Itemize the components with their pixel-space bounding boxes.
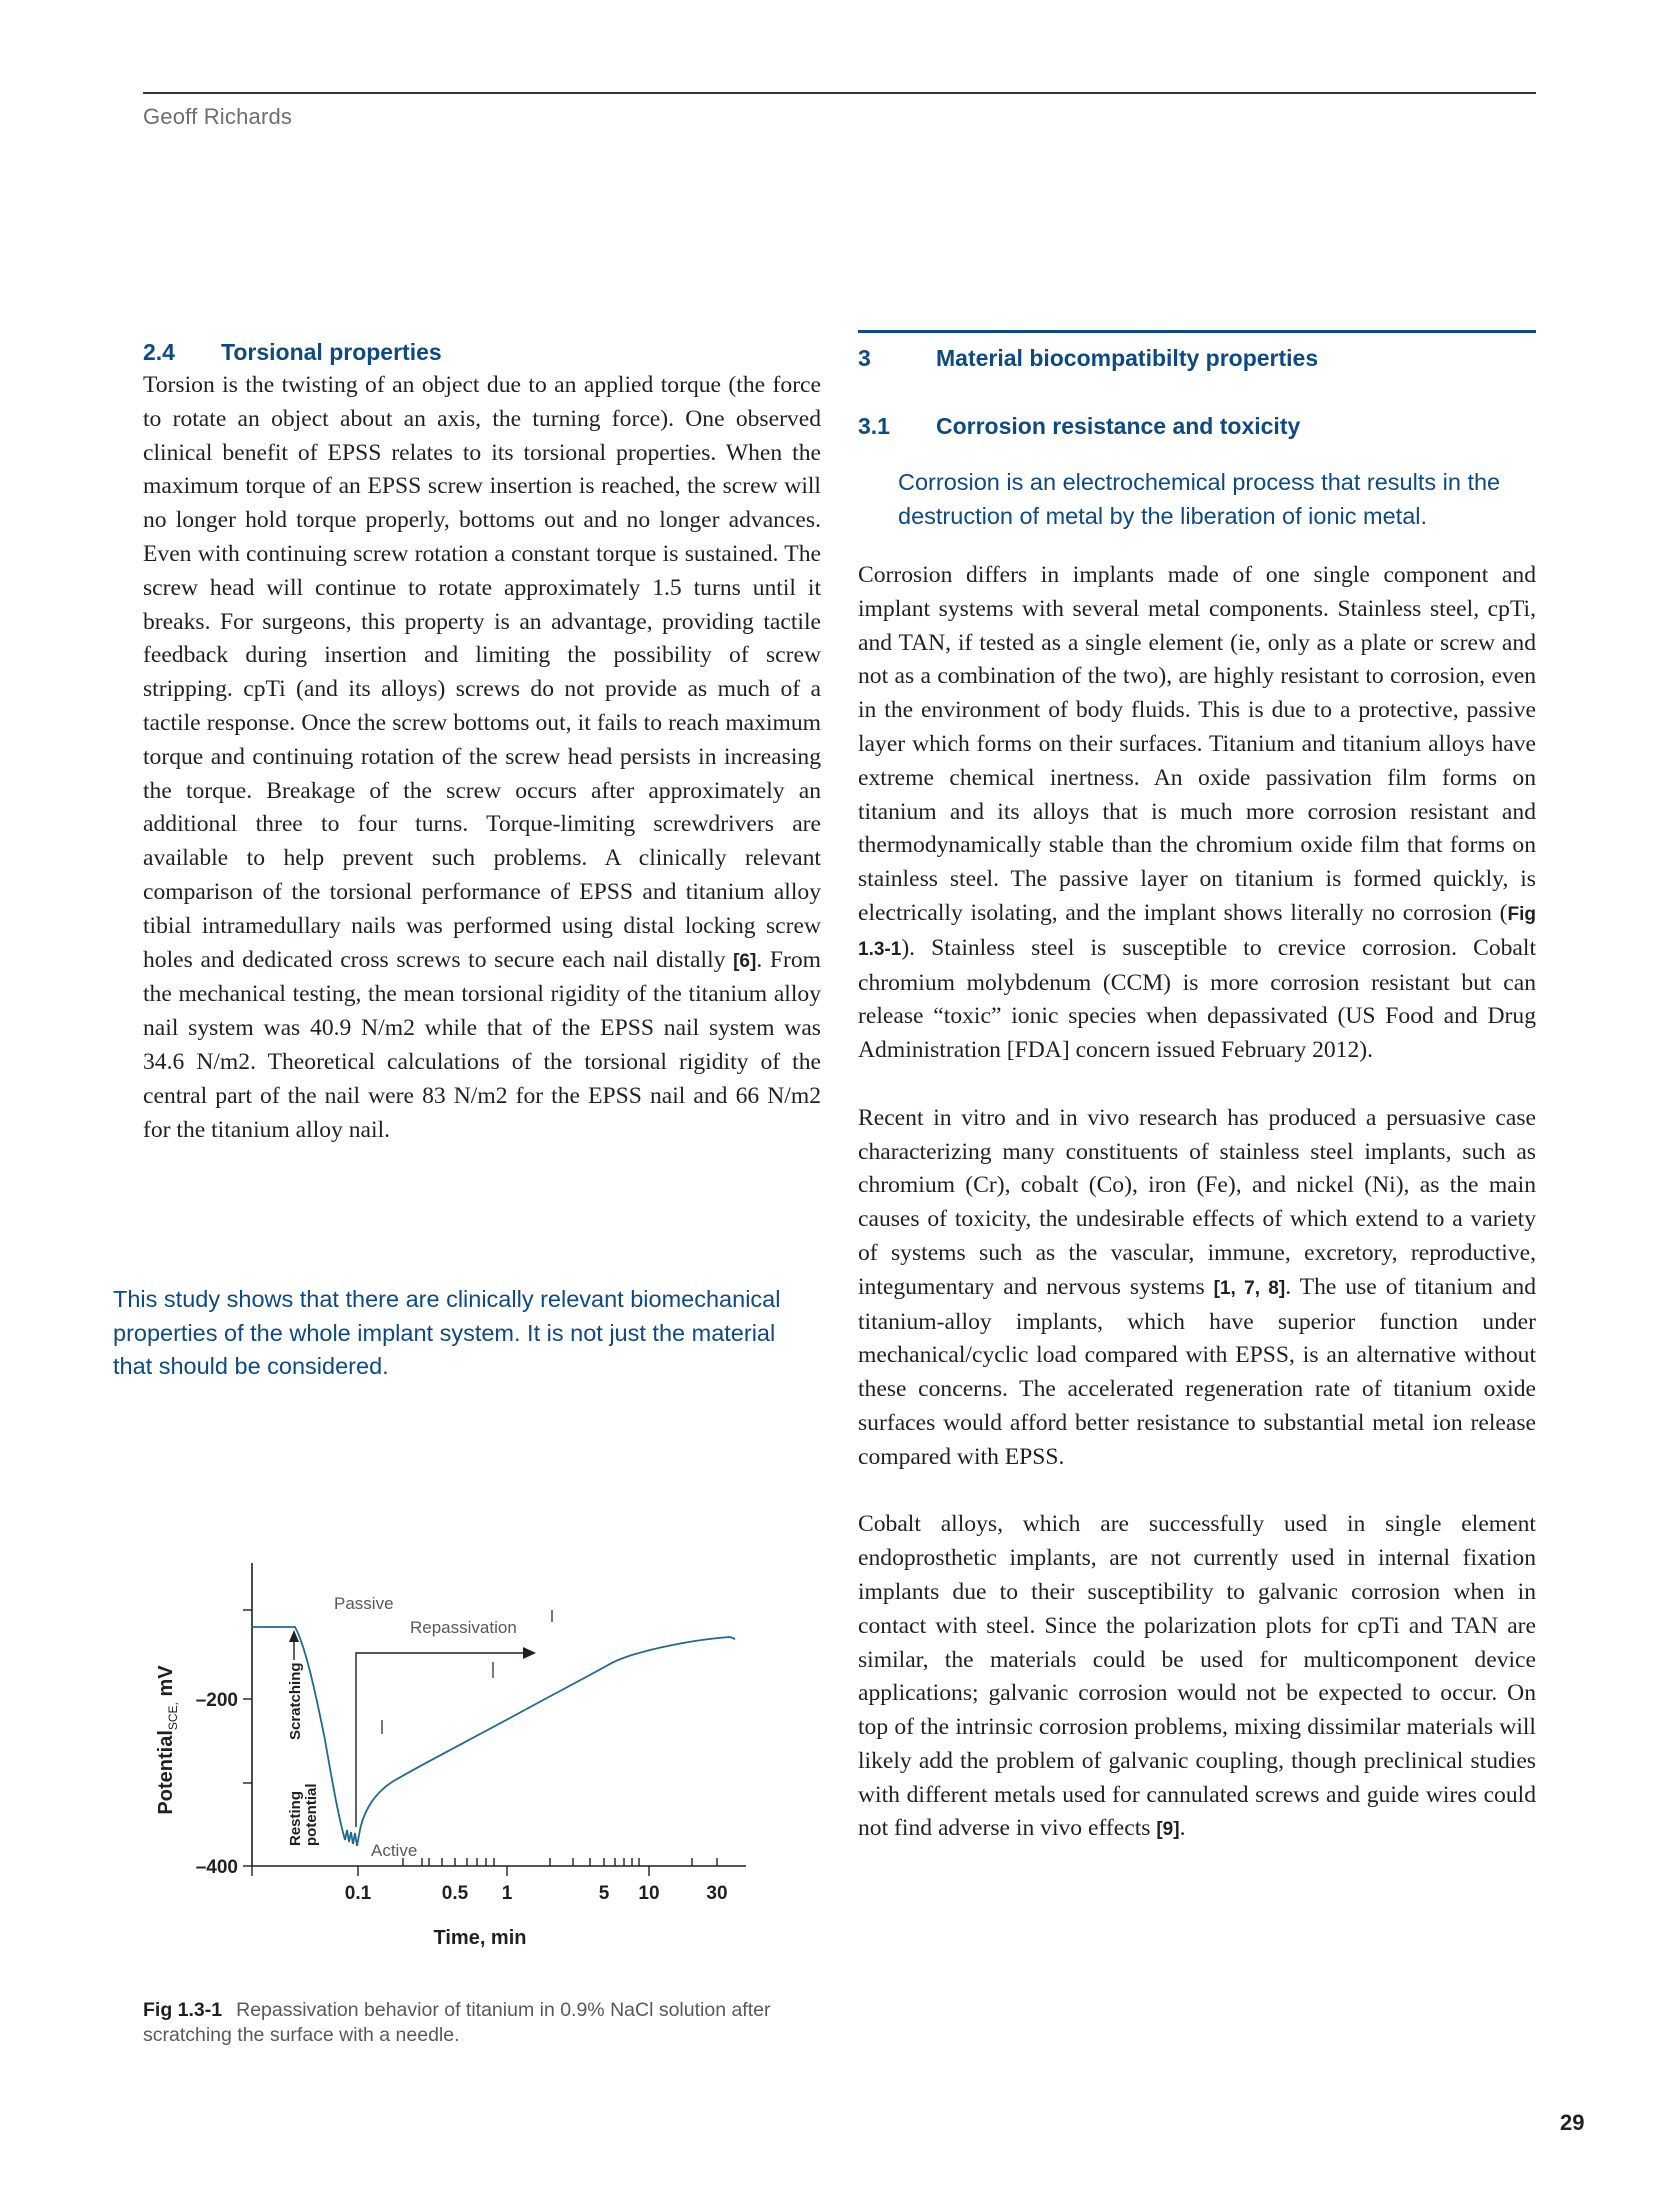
section-title: Material biocompatibilty properties	[936, 344, 1319, 371]
section-number: 3	[858, 344, 871, 371]
header-rule	[143, 92, 1536, 94]
x-tick-label: 0.5	[441, 1883, 469, 1904]
annotation-active: Active	[371, 1841, 418, 1860]
section-number: 2.4	[143, 338, 175, 365]
corrosion-paragraph-1	[858, 559, 1536, 1068]
paragraph-text: . The use of titanium and titanium-alloy implants, which have superior function under mechanical/cyclic load compared with EPSS, is an alternative without these concerns. The accelerated regeneration rate of titanium oxide surfaces would afford better resistance to substantial metal ion release compared with EPSS.	[858, 1273, 1536, 1470]
corrosion-paragraph-2	[858, 1102, 1536, 1475]
repassivation-chart	[140, 1550, 830, 1970]
citation-ref[interactable]: [9]	[1156, 1819, 1180, 1841]
annotation-potential: potential	[303, 1783, 320, 1846]
corrosion-paragraph-3	[858, 1508, 1536, 1847]
figure-caption	[143, 1998, 823, 2048]
potential-curve	[252, 1627, 735, 1846]
torsion-paragraph	[143, 369, 821, 1147]
caption-text: Repassivation behavior of titanium in 0.9% NaCl solution after scratching the surface with a needle.	[143, 1999, 771, 2046]
section-rule	[858, 330, 1536, 333]
paragraph-text: Cobalt alloys, which are successfully used in single element endoprosthetic implants, are not currently used in internal fixation implants due to their susceptibility to galvanic corrosion when in contact with steel. Since the polarization plots for cpTi and TAN are similar, the materials could be used for multicomponent device applications; galvanic corrosion would not be expected to occur. On top of the intrinsic corrosion problems, mixing dissimilar materials will likely add the problem of galvanic coupling, though preclinical studies with different metals used for cannulated screws and guide wires could not find adverse in vivo effects	[858, 1511, 1536, 1842]
section-title: Torsional properties	[221, 338, 442, 365]
paragraph-text: ). Stainless steel is susceptible to crevice corrosion. Cobalt chromium molybdenum (CCM) is more corrosion resistant but can release “toxic” ionic species when depassivated (US Food and Drug Administration [FDA] concern issued February 2012).	[858, 934, 1536, 1064]
subsection-title: Corrosion resistance and toxicity	[936, 412, 1301, 439]
annotation-passive: Passive	[334, 1594, 394, 1613]
running-head-author: Geoff Richards	[143, 104, 293, 129]
pull-quote-left: This study shows that there are clinically relevant biomechanical properties of the whole implant system. It is not just the material that should be considered.	[113, 1286, 781, 1379]
paragraph-text: Torsion is the twisting of an object due to an applied torque (the force to rotate an object about an axis, the turning force). One observed clinical benefit of EPSS relates to its torsional properties. When the maximum torque of an EPSS screw insertion is reached, the screw will no longer hold torque properly, bottoms out and no longer advances. Even with continuing screw rotation a constant torque is sustained. The screw head will continue to rotate approximately 1.5 turns until it breaks. For surgeons, this property is an advantage, providing tactile feedback during insertion and limiting the possibility of screw stripping. cpTi (and its alloys) screws do not provide as much of a tactile response. Once the screw bottoms out, it fails to reach maximum torque and continuing rotation of the screw head persists in increasing the torque. Breakage of the screw occurs after approximately an additional three to four turns. Torque-limiting screwdrivers are available to help prevent such problems. A clinically relevant comparison of the torsional performance of EPSS and titanium alloy tibial intramedullary nails was performed using distal locking screw holes and dedicated cross screws to secure each nail distally	[143, 372, 821, 973]
paragraph-text: Corrosion differs in implants made of one single component and implant systems with several metal components. Stainless steel, cpTi, and TAN, if tested as a single element (ie, only as a plate or screw and not as a combination of the two), are highly resistant to corrosion, even in the environment of body fluids. This is due to a protective, passive layer which forms on their surfaces. Titanium and titanium alloys have extreme chemical inertness. An oxide passivation film forms on titanium and its alloys that is much more corrosion resistant and thermodynamically stable than the chromium oxide film that forms on stainless steel. The passive layer on titanium is formed quickly, is electrically isolating, and the implant shows literally no corrosion (	[858, 562, 1536, 926]
x-tick-label: 1	[501, 1883, 513, 1904]
figure-ref[interactable]: Fig 1.3-1	[858, 903, 1536, 960]
paragraph-text: . From the mechanical testing, the mean torsional rigidity of the titanium alloy nail system was 40.9 N/m2 while that of the EPSS nail system was 34.6 N/m2. Theoretical calculations of the torsional rigidity of the central part of the nail were 83 N/m2 for the EPSS nail and 66 N/m2 for the titanium alloy nail.	[143, 946, 821, 1143]
citation-ref[interactable]: [6]	[733, 950, 757, 972]
section-heading-torsional	[143, 335, 821, 369]
pull-quote-right: Corrosion is an electrochemical process that results in the destruction of metal by the liberation of ionic metal.	[898, 469, 1501, 529]
x-tick-label: 10	[638, 1883, 660, 1904]
left-column	[143, 335, 821, 1147]
figure-label: Fig 1.3-1	[143, 1999, 223, 2021]
annotation-repassivation: Repassivation	[410, 1618, 517, 1637]
annotation-resting: Resting	[287, 1790, 304, 1846]
y-axis-label: Potential$_{SCE,}$ mV	[155, 1665, 180, 1815]
figure-chart	[140, 1550, 830, 1970]
subsection-heading-corrosion	[858, 409, 1536, 443]
subsection-number: 3.1	[858, 412, 890, 439]
x-tick-label: 5	[598, 1883, 610, 1904]
repassivation-bracket	[356, 1653, 527, 1827]
y-tick-label: –200	[195, 1690, 238, 1711]
section-heading-biocompatibility	[858, 341, 1536, 375]
y-tick-label: –400	[195, 1857, 238, 1878]
paragraph-text: Recent in vitro and in vivo research has produced a persuasive case characterizing many constituents of stainless steel implants, such as chromium (Cr), cobalt (Co), iron (Fe), and nickel (Ni), as the main causes of toxicity, the undesirable effects of which extend to a variety of systems such as the vascular, immune, excretory, reproductive, integumentary and nervous systems	[858, 1104, 1536, 1300]
arrow-right-icon	[523, 1647, 536, 1659]
x-axis-label: Time, min	[433, 1927, 527, 1949]
x-tick-label: 30	[706, 1883, 728, 1904]
right-column	[858, 330, 1536, 1847]
citation-ref[interactable]: [1, 7, 8]	[1213, 1277, 1286, 1299]
x-tick-label: 0.1	[344, 1883, 372, 1904]
page-number: 29	[1560, 2110, 1585, 2135]
x-ticks	[252, 1858, 717, 1876]
paragraph-text: .	[1179, 1815, 1186, 1842]
annotation-scratching: Scratching	[287, 1662, 304, 1740]
